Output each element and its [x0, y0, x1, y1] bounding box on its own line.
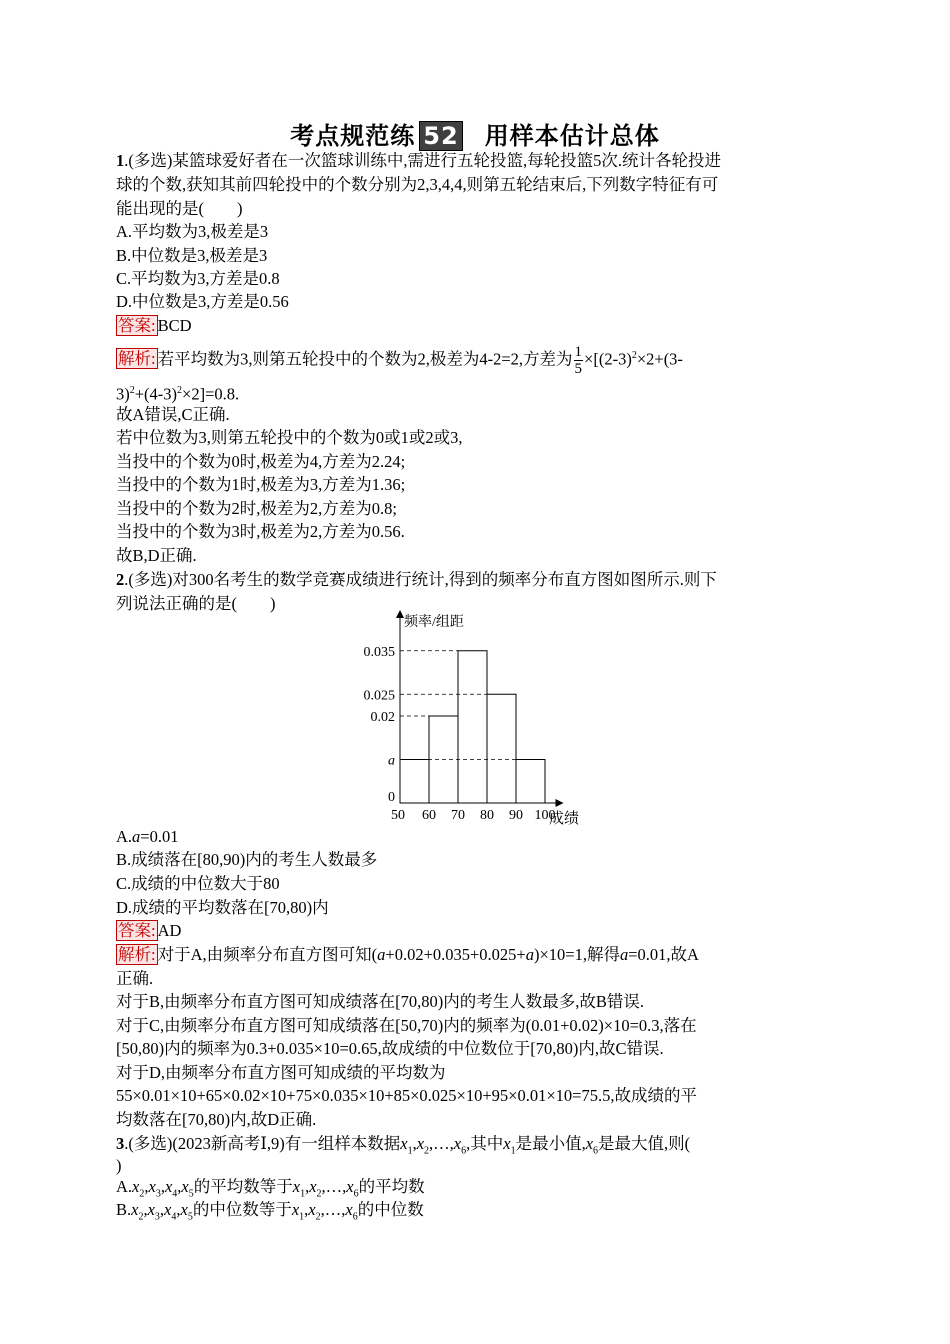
fraction-denominator: 5 — [574, 361, 583, 377]
q1-analysis-text: 若平均数为3,则第五轮投中的个数为2,极差为4-2=2,方差为 — [157, 349, 573, 369]
q1-analysis-text-b: ×[(2-3) — [584, 349, 632, 369]
subscript: 4 — [172, 1188, 178, 1200]
q1-line-1 — [116, 150, 721, 172]
subscript: 2 — [139, 1188, 145, 1200]
y-tick-label: 0.02 — [370, 710, 395, 725]
q2-line-2: 列说法正确的是( ) — [116, 594, 276, 613]
var-x: x — [309, 1177, 317, 1196]
subscript: 1 — [300, 1188, 306, 1200]
subscript: 1 — [299, 1211, 305, 1223]
q3-number: 3 — [116, 1134, 125, 1153]
y-tick-label: a — [388, 753, 395, 769]
exercise-number-badge: 52 — [419, 121, 462, 151]
q2-answer — [116, 920, 181, 942]
var-a: a — [525, 945, 534, 964]
subscript: 1 — [510, 1145, 516, 1157]
comma: , — [177, 1177, 182, 1196]
q2-text-1: .(多选)对300名考生的数学竞赛成绩进行统计,得到的频率分布直方图如图所示.则下 — [124, 570, 717, 589]
q3-text-a: .(多选)(2023新高考Ⅰ,9)有一组样本数据 — [124, 1134, 401, 1153]
subscript: 2 — [316, 1188, 322, 1200]
subscript: 6 — [593, 1145, 599, 1157]
x-axis-label: 成绩 — [549, 811, 580, 827]
comma: , — [304, 1200, 309, 1219]
histogram-bar — [458, 651, 487, 803]
q3-text-c: 是最小值, — [515, 1134, 586, 1153]
var-x: x — [131, 1200, 139, 1219]
x-tick-label: 70 — [451, 808, 465, 823]
subscript: 5 — [187, 1211, 193, 1223]
var-x: x — [400, 1134, 408, 1153]
q1-number: 1 — [116, 151, 125, 170]
var-x: x — [148, 1177, 156, 1196]
var-x: x — [164, 1200, 172, 1219]
var-x: x — [345, 1200, 353, 1219]
q2-analysis-1c: )×10=1,解得 — [534, 945, 620, 964]
q1-analysis-4: 若中位数为3,则第五轮投中的个数为0或1或2或3, — [116, 428, 463, 447]
q2-analysis-1a: 对于A,由频率分布直方图可知( — [157, 945, 378, 964]
exponent: 2 — [129, 385, 135, 396]
var-x: x — [291, 1200, 300, 1219]
analysis-label: 解析: — [118, 945, 156, 964]
q2-option-c: C.成绩的中位数大于80 — [116, 874, 280, 893]
comma: , — [342, 1177, 347, 1196]
answer-label: 答案: — [118, 921, 156, 940]
ellipsis: … — [324, 1200, 342, 1219]
option-mid: 的中位数等于 — [192, 1200, 292, 1219]
q1-analysis-2c: ×2]=0.8. — [182, 384, 240, 404]
subscript: 2 — [424, 1145, 430, 1157]
subscript: 3 — [154, 1211, 160, 1223]
subscript: 2 — [138, 1211, 144, 1223]
var-a: a — [132, 827, 141, 846]
var-a: a — [619, 945, 629, 964]
comma: , — [160, 1177, 165, 1196]
comma: , — [341, 1200, 346, 1219]
option-prefix: A. — [116, 1177, 133, 1196]
var-x: x — [585, 1134, 594, 1153]
q2-analysis-8: 均数落在[70,80)内,故D正确. — [116, 1110, 317, 1129]
x-tick-label: 90 — [509, 808, 523, 823]
subscript: 6 — [352, 1211, 358, 1223]
q1-option-b: B.中位数是3,极差是3 — [116, 246, 268, 265]
subscript: 3 — [155, 1188, 161, 1200]
q1-analysis-2b: +(4-3) — [134, 384, 178, 404]
q1-analysis-2a: 3) — [116, 384, 130, 404]
subscript: 4 — [171, 1211, 177, 1223]
subscript: 5 — [188, 1188, 194, 1200]
x-tick-label: 100 — [534, 808, 556, 823]
page-title — [0, 116, 950, 151]
q1-analysis-2 — [116, 380, 239, 406]
comma: , — [176, 1200, 181, 1219]
q1-option-d: D.中位数是3,方差是0.56 — [116, 292, 289, 311]
q1-option-a: A.平均数为3,极差是3 — [116, 222, 269, 241]
q3-line-2: ) — [116, 1156, 122, 1175]
option-end: 的平均数 — [358, 1177, 425, 1196]
comma: , — [305, 1177, 310, 1196]
ellipsis: … — [433, 1134, 450, 1153]
q2-option-b: B.成绩落在[80,90)内的考生人数最多 — [116, 850, 378, 869]
q1-analysis-6: 当投中的个数为1时,极差为3,方差为1.36; — [116, 475, 406, 494]
q2-option-a — [116, 826, 178, 848]
y-tick-label: 0 — [388, 790, 395, 805]
q3-text-d: 是最大值,则( — [598, 1134, 691, 1153]
comma: , — [429, 1134, 434, 1153]
q2-number: 2 — [116, 570, 125, 589]
comma: , — [449, 1134, 454, 1153]
q2-analysis-3: 对于B,由频率分布直方图可知成绩落在[70,80)内的考生人数最多,故B错误. — [116, 992, 644, 1011]
y-tick-label: 0.035 — [363, 644, 395, 660]
var-x: x — [503, 1134, 511, 1153]
q3-text-b: ,其中 — [466, 1134, 504, 1153]
answer-value: BCD — [157, 316, 192, 335]
var-x: x — [180, 1200, 188, 1219]
q1-line-2: 球的个数,获知其前四轮投中的个数分别为2,3,4,4,则第五轮结束后,下列数字特征有可 — [116, 175, 719, 194]
answer-value: AD — [157, 921, 182, 940]
q2-analysis-1b: +0.02+0.035+0.025+ — [385, 945, 526, 964]
q2-analysis-1 — [116, 944, 699, 966]
q2-analysis-6: 对于D,由频率分布直方图可知成绩的平均数为 — [116, 1063, 446, 1082]
subscript: 6 — [461, 1145, 467, 1157]
q1-analysis-7: 当投中的个数为2时,极差为2,方差为0.8; — [116, 499, 397, 518]
q1-answer — [116, 315, 192, 337]
option-prefix: B. — [116, 1200, 132, 1219]
var-x: x — [147, 1200, 155, 1219]
histogram-bar — [487, 694, 516, 803]
subscript: 1 — [407, 1145, 413, 1157]
var-x: x — [308, 1200, 316, 1219]
q2-option-a-text: =0.01 — [140, 827, 179, 846]
var-x: x — [346, 1177, 354, 1196]
analysis-label: 解析: — [118, 349, 156, 369]
var-x: x — [453, 1134, 462, 1153]
x-tick-label: 60 — [422, 808, 436, 823]
title-prefix: 考点规范练 — [290, 122, 416, 150]
q1-analysis-8: 当投中的个数为3时,极差为2,方差为0.56. — [116, 522, 405, 541]
comma: , — [144, 1177, 149, 1196]
exponent: 2 — [177, 385, 183, 396]
q1-analysis-text-c: ×2+(3- — [636, 349, 683, 369]
comma: , — [412, 1134, 417, 1153]
subscript: 2 — [315, 1211, 321, 1223]
q2-analysis-5: [50,80)内的频率为0.3+0.035×10=0.65,故成绩的中位数位于[70,80)内,故C错误. — [116, 1039, 664, 1058]
title-topic: 用样本估计总体 — [484, 122, 660, 150]
comma: , — [143, 1200, 148, 1219]
y-tick-label: 0.025 — [363, 688, 395, 704]
q2-option-d: D.成绩的平均数落在[70,80)内 — [116, 898, 329, 917]
q2-option-a-prefix: A. — [116, 827, 133, 846]
x-tick-label: 50 — [391, 808, 405, 823]
var-a: a — [377, 945, 386, 964]
q2-analysis-4: 对于C,由频率分布直方图可知成绩落在[50,70)内的频率为(0.01+0.02)×10=0.3,落在 — [116, 1016, 697, 1035]
fraction-one-fifth — [574, 344, 584, 377]
q1-option-c: C.平均数为3,方差是0.8 — [116, 269, 280, 288]
q1-analysis-3: 故A错误,C正确. — [116, 405, 230, 424]
comma: , — [159, 1200, 165, 1219]
var-x: x — [292, 1177, 301, 1196]
ellipsis: … — [325, 1177, 343, 1196]
q1-analysis-9: 故B,D正确. — [116, 546, 197, 565]
option-end: 的中位数 — [357, 1200, 424, 1219]
q2-line-1 — [116, 569, 717, 591]
answer-label: 答案: — [118, 316, 156, 335]
q2-analysis-7: 55×0.01×10+65×0.02×10+75×0.035×10+85×0.025×10+95×0.01×10=75.5,故成绩的平 — [116, 1086, 697, 1105]
comma: , — [321, 1177, 326, 1196]
x-tick-label: 80 — [480, 808, 494, 823]
fraction-numerator: 1 — [574, 344, 583, 360]
histogram-bar — [400, 760, 429, 804]
var-x: x — [416, 1134, 425, 1153]
comma: , — [320, 1200, 325, 1219]
q3-option-b — [116, 1199, 424, 1228]
q1-line-3: 能出现的是( ) — [116, 199, 243, 218]
frequency-histogram — [340, 606, 620, 828]
y-axis-label: 频率/组距 — [404, 615, 464, 630]
subscript: 6 — [353, 1188, 359, 1200]
var-x: x — [181, 1177, 189, 1196]
histogram-bar — [516, 760, 545, 804]
q1-analysis-1 — [116, 344, 683, 377]
option-mid: 的平均数等于 — [193, 1177, 293, 1196]
q2-analysis-1d: =0.01,故A — [628, 945, 699, 964]
q2-analysis-2: 正确. — [116, 969, 154, 988]
var-x: x — [132, 1177, 140, 1196]
var-x: x — [164, 1177, 173, 1196]
q3-line-1 — [116, 1133, 690, 1162]
exponent: 2 — [631, 349, 637, 361]
q1-analysis-5: 当投中的个数为0时,极差为4,方差为2.24; — [116, 452, 406, 471]
q1-text-1: .(多选)某篮球爱好者在一次篮球训练中,需进行五轮投篮,每轮投篮5次.统计各轮投进 — [124, 151, 721, 170]
